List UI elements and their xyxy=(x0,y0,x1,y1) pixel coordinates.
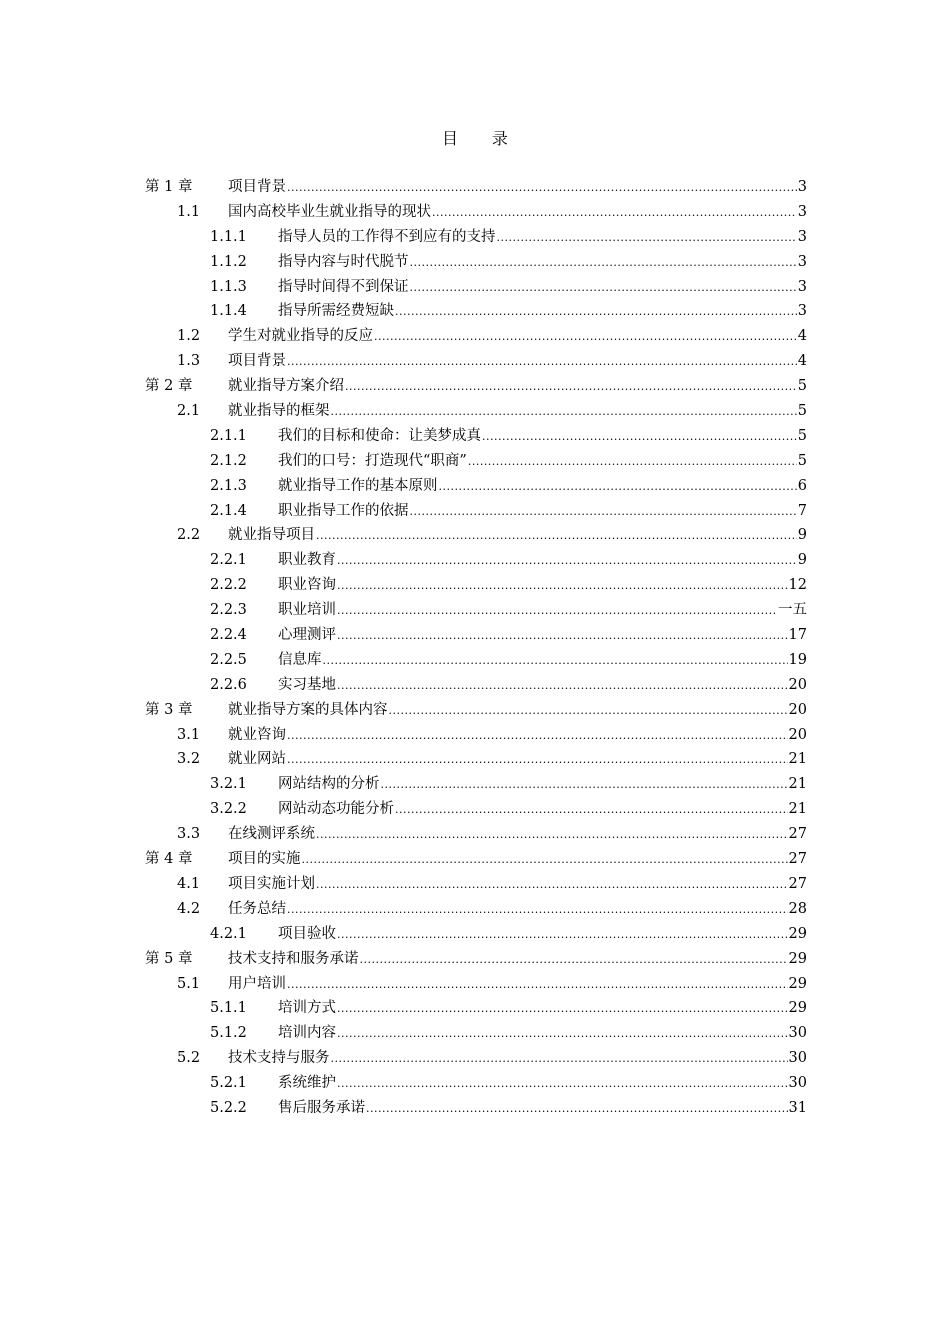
toc-dot-leader xyxy=(337,923,788,948)
toc-entry-number: 5.1.1 xyxy=(210,1000,247,1017)
toc-entry-title: 就业指导项目 xyxy=(228,527,315,544)
toc-entry[interactable] xyxy=(145,1096,807,1121)
toc-dot-leader xyxy=(410,276,797,301)
toc-entry-number: 2.2.2 xyxy=(210,577,247,594)
toc-entry-title: 学生对就业指导的反应 xyxy=(228,328,373,345)
toc-entry[interactable] xyxy=(145,723,807,748)
toc-entry[interactable] xyxy=(145,947,807,972)
toc-dot-leader xyxy=(287,350,797,375)
toc-entry-number: 5.2.2 xyxy=(210,1099,247,1116)
toc-dot-leader xyxy=(287,176,797,201)
toc-entry[interactable] xyxy=(145,250,807,275)
toc-dot-leader xyxy=(337,624,788,649)
toc-entry[interactable] xyxy=(145,225,807,250)
toc-entry-number: 1.1 xyxy=(177,203,201,220)
toc-entry-title: 指导时间得不到保证 xyxy=(278,278,409,295)
toc-dot-leader xyxy=(337,574,788,599)
toc-entry-number: 第 2 章 xyxy=(145,378,193,395)
toc-entry-number: 2.1.1 xyxy=(210,427,247,444)
toc-entry-page: 27 xyxy=(788,875,807,892)
toc-entry-number: 2.1.4 xyxy=(210,502,247,519)
toc-entry-page: 21 xyxy=(788,776,807,793)
toc-entry-page: 3 xyxy=(797,253,807,270)
toc-entry[interactable] xyxy=(145,972,807,997)
toc-entry-title: 技术支持与服务 xyxy=(228,1050,330,1067)
toc-entry[interactable] xyxy=(145,523,807,548)
toc-entry-title: 项目的实施 xyxy=(228,851,301,868)
toc-entry-page: 7 xyxy=(797,502,807,519)
toc-entry[interactable] xyxy=(145,374,807,399)
toc-entry-page: 5 xyxy=(797,403,807,420)
toc-entry-page: 30 xyxy=(788,1050,807,1067)
toc-entry-title: 就业指导工作的基本原则 xyxy=(278,477,438,494)
toc-entry-number: 第 3 章 xyxy=(145,701,193,718)
toc-entry[interactable] xyxy=(145,573,807,598)
toc-entry-page: 21 xyxy=(788,751,807,768)
toc-entry-title: 职业指导工作的依据 xyxy=(278,502,409,519)
toc-dot-leader xyxy=(366,1097,788,1122)
toc-entry-page: 29 xyxy=(788,1000,807,1017)
toc-entry[interactable] xyxy=(145,175,807,200)
toc-entry[interactable] xyxy=(145,299,807,324)
toc-entry-number: 2.2.5 xyxy=(210,651,247,668)
toc-entry[interactable] xyxy=(145,922,807,947)
toc-entry[interactable] xyxy=(145,324,807,349)
toc-dot-leader xyxy=(374,325,797,350)
toc-dot-leader xyxy=(337,549,797,574)
toc-dot-leader xyxy=(331,400,797,425)
toc-entry-number: 2.2 xyxy=(177,527,201,544)
toc-entry[interactable] xyxy=(145,698,807,723)
toc-dot-leader xyxy=(381,773,788,798)
toc-entry-title: 实习基地 xyxy=(278,676,336,693)
toc-entry[interactable] xyxy=(145,449,807,474)
toc-entry-page: 3 xyxy=(797,228,807,245)
toc-dot-leader xyxy=(316,524,797,549)
toc-entry-title: 项目背景 xyxy=(228,353,286,370)
toc-entry-page: 6 xyxy=(797,477,807,494)
toc-entry-title: 心理测评 xyxy=(278,627,336,644)
toc-entry[interactable] xyxy=(145,648,807,673)
toc-dot-leader xyxy=(287,748,788,773)
toc-entry-number: 2.2.1 xyxy=(210,552,247,569)
toc-entry-title: 就业指导方案的具体内容 xyxy=(228,701,388,718)
toc-entry-page: 9 xyxy=(797,552,807,569)
toc-entry-title: 就业指导方案介绍 xyxy=(228,378,344,395)
toc-entry[interactable] xyxy=(145,772,807,797)
toc-dot-leader xyxy=(395,300,797,325)
toc-dot-leader xyxy=(337,1072,788,1097)
toc-entry-number: 5.1.2 xyxy=(210,1025,247,1042)
toc-entry[interactable] xyxy=(145,872,807,897)
toc-entry-page: 27 xyxy=(788,851,807,868)
toc-entry[interactable] xyxy=(145,349,807,374)
toc-entry-number: 第 1 章 xyxy=(145,179,193,195)
toc-entry-page: 29 xyxy=(788,975,807,992)
toc-entry[interactable] xyxy=(145,474,807,499)
toc-entry-title: 培训内容 xyxy=(278,1025,336,1042)
toc-entry[interactable] xyxy=(145,897,807,922)
toc-dot-leader xyxy=(287,973,788,998)
toc-entry[interactable] xyxy=(145,673,807,698)
toc-entry-number: 3.2 xyxy=(177,751,201,768)
toc-entry-title: 信息库 xyxy=(278,651,322,668)
toc-entry-number: 1.3 xyxy=(177,353,201,370)
toc-entry-number: 4.2 xyxy=(177,900,201,917)
toc-dot-leader xyxy=(316,823,788,848)
toc-entry[interactable] xyxy=(145,499,807,524)
toc-entry-page: 29 xyxy=(788,950,807,967)
toc-entry-title: 在线测评系统 xyxy=(228,826,315,843)
toc-dot-leader xyxy=(497,226,797,251)
toc-entry[interactable] xyxy=(145,996,807,1021)
toc-entry-page: 5 xyxy=(797,378,807,395)
toc-entry-title: 我们的口号：打造现代“职商” xyxy=(278,452,467,469)
toc-dot-leader xyxy=(389,699,788,724)
toc-entry-page: 5 xyxy=(797,427,807,444)
toc-entry[interactable] xyxy=(145,1046,807,1071)
toc-dot-leader xyxy=(395,798,788,823)
toc-entry[interactable] xyxy=(145,598,807,623)
toc-entry-page: 29 xyxy=(788,925,807,942)
toc-entry[interactable] xyxy=(145,822,807,847)
toc-entry-number: 1.1.2 xyxy=(210,253,247,270)
toc-entry-title: 售后服务承诺 xyxy=(278,1099,365,1116)
toc-entry-page: 5 xyxy=(797,452,807,469)
toc-entry-number: 3.3 xyxy=(177,826,201,843)
toc-entry-page: 20 xyxy=(788,701,807,718)
toc-entry[interactable] xyxy=(145,424,807,449)
toc-dot-leader xyxy=(468,450,797,475)
toc-entry-title: 就业咨询 xyxy=(228,726,286,743)
toc-entry-page: 3 xyxy=(797,278,807,295)
toc-entry-title: 项目验收 xyxy=(278,925,336,942)
toc-dot-leader xyxy=(337,674,788,699)
toc-entry[interactable] xyxy=(145,623,807,648)
toc-entry-page: 20 xyxy=(788,676,807,693)
toc-entry-number: 2.1 xyxy=(177,403,201,420)
toc-dot-leader xyxy=(337,1022,788,1047)
toc-entry-number: 3.1 xyxy=(177,726,201,743)
toc-entry-title: 用户培训 xyxy=(228,975,286,992)
toc-entry[interactable] xyxy=(145,200,807,225)
toc-entry-number: 5.1 xyxy=(177,975,201,992)
toc-entry-number: 3.2.1 xyxy=(210,776,247,793)
toc-dot-leader xyxy=(337,599,777,624)
toc-entry[interactable] xyxy=(145,399,807,424)
toc-entry-number: 1.1.4 xyxy=(210,303,247,320)
toc-entry-number: 2.1.2 xyxy=(210,452,247,469)
toc-entry[interactable] xyxy=(145,1071,807,1096)
toc-entry-page: 21 xyxy=(788,801,807,818)
toc-dot-leader xyxy=(337,997,788,1022)
toc-entry-page: 28 xyxy=(788,900,807,917)
toc-entry-page: 19 xyxy=(788,651,807,668)
toc-dot-leader xyxy=(302,848,788,873)
table-of-contents xyxy=(145,175,807,1121)
toc-dot-leader xyxy=(331,1047,788,1072)
toc-dot-leader xyxy=(482,425,797,450)
toc-entry-title: 培训方式 xyxy=(278,1000,336,1017)
toc-entry-page: 一五 xyxy=(778,602,807,619)
toc-dot-leader xyxy=(316,873,788,898)
toc-dot-leader xyxy=(432,201,797,226)
toc-entry-page: 17 xyxy=(788,627,807,644)
toc-dot-leader xyxy=(323,649,788,674)
toc-dot-leader xyxy=(287,898,788,923)
toc-entry-title: 职业教育 xyxy=(278,552,336,569)
toc-entry-page: 3 xyxy=(797,179,807,195)
toc-entry-number: 2.2.4 xyxy=(210,627,247,644)
toc-entry-number: 1.2 xyxy=(177,328,201,345)
toc-entry-title: 我们的目标和使命：让美梦成真 xyxy=(278,427,481,444)
toc-entry-number: 4.1 xyxy=(177,875,201,892)
toc-dot-leader xyxy=(439,475,797,500)
toc-dot-leader xyxy=(410,500,797,525)
toc-title: 目 录 xyxy=(442,129,523,148)
toc-entry-number: 第 5 章 xyxy=(145,950,193,967)
toc-entry-page: 30 xyxy=(788,1025,807,1042)
toc-entry-title: 网站结构的分析 xyxy=(278,776,380,793)
toc-entry-page: 4 xyxy=(797,353,807,370)
toc-entry-number: 1.1.1 xyxy=(210,228,247,245)
toc-entry-title: 指导人员的工作得不到应有的支持 xyxy=(278,228,496,245)
toc-entry-title: 技术支持和服务承诺 xyxy=(228,950,359,967)
toc-entry-title: 职业咨询 xyxy=(278,577,336,594)
toc-entry-page: 31 xyxy=(788,1099,807,1116)
toc-dot-leader xyxy=(410,251,797,276)
toc-entry-title: 任务总结 xyxy=(228,900,286,917)
toc-entry-title: 项目背景 xyxy=(228,179,286,195)
toc-entry-title: 项目实施计划 xyxy=(228,875,315,892)
toc-entry-title: 国内高校毕业生就业指导的现状 xyxy=(228,203,431,220)
toc-dot-leader xyxy=(345,375,797,400)
toc-dot-leader xyxy=(360,948,788,973)
toc-entry-page: 30 xyxy=(788,1075,807,1092)
toc-entry-page: 27 xyxy=(788,826,807,843)
toc-entry-page: 12 xyxy=(788,577,807,594)
toc-entry-number: 1.1.3 xyxy=(210,278,247,295)
toc-dot-leader xyxy=(287,724,788,749)
toc-entry-title: 就业网站 xyxy=(228,751,286,768)
toc-entry[interactable] xyxy=(145,275,807,300)
toc-entry-page: 4 xyxy=(797,328,807,345)
toc-entry-number: 3.2.2 xyxy=(210,801,247,818)
toc-entry-number: 4.2.1 xyxy=(210,925,247,942)
toc-entry-number: 2.1.3 xyxy=(210,477,247,494)
toc-entry-title: 网站动态功能分析 xyxy=(278,801,394,818)
toc-entry[interactable] xyxy=(145,747,807,772)
toc-entry[interactable] xyxy=(145,797,807,822)
toc-entry-number: 5.2.1 xyxy=(210,1075,247,1092)
toc-entry-page: 9 xyxy=(797,527,807,544)
toc-entry[interactable] xyxy=(145,548,807,573)
toc-entry-title: 指导内容与时代脱节 xyxy=(278,253,409,270)
toc-entry[interactable] xyxy=(145,847,807,872)
toc-entry[interactable] xyxy=(145,1021,807,1046)
toc-entry-title: 指导所需经费短缺 xyxy=(278,303,394,320)
toc-entry-number: 2.2.6 xyxy=(210,676,247,693)
toc-entry-title: 职业培训 xyxy=(278,602,336,619)
toc-entry-number: 第 4 章 xyxy=(145,851,193,868)
toc-entry-number: 5.2 xyxy=(177,1050,201,1067)
toc-entry-page: 3 xyxy=(797,303,807,320)
toc-entry-page: 20 xyxy=(788,726,807,743)
toc-entry-page: 3 xyxy=(797,203,807,220)
toc-entry-title: 就业指导的框架 xyxy=(228,403,330,420)
toc-entry-number: 2.2.3 xyxy=(210,602,247,619)
toc-entry-title: 系统维护 xyxy=(278,1075,336,1092)
